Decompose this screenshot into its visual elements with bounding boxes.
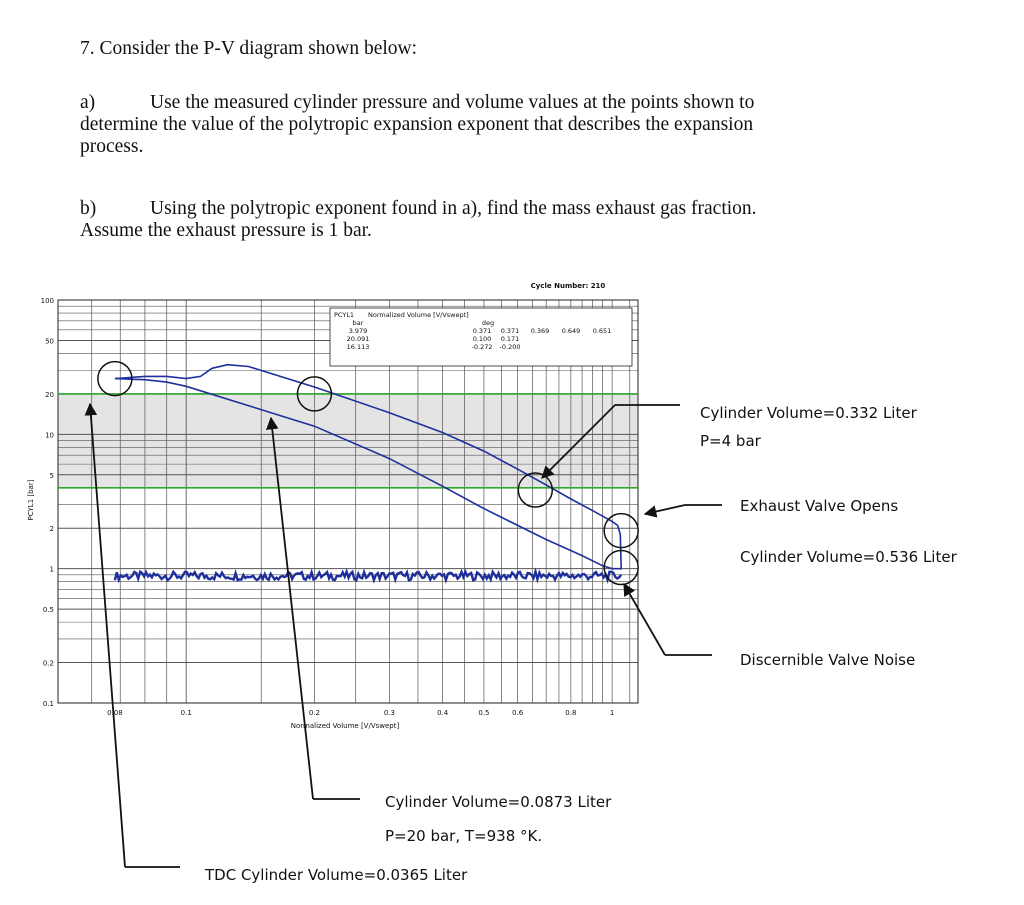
x-tick-label-8: 1 [609,709,615,717]
part-a-label: a) [80,92,96,113]
legend-cell-2-0: 16.113 [346,343,370,351]
legend-cell-2-1: -0.272 [471,343,493,351]
annotation-cyl-00873: Cylinder Volume=0.0873 Liter [385,793,612,811]
part-b-line1: Using the polytropic exponent found in a), find the mass exhaust gas fraction. [150,198,757,219]
legend-unit-2: deg [481,319,495,327]
y-tick-label-0: 0.1 [42,700,54,708]
y-tick-label-4: 2 [49,525,54,534]
legend-cell-0-5: 0.651 [592,327,612,335]
annotation-cyl-0536: Cylinder Volume=0.536 Liter [740,548,957,566]
x-tick-label-3: 0.3 [383,709,396,717]
legend-cell-0-1: 0.371 [472,327,492,335]
legend-cell-0-0: 3.979 [348,327,368,335]
x-tick-label-0: 0.08 [107,709,123,717]
y-tick-label-7: 20 [45,390,54,399]
legend-cell-2-2: -0.200 [499,343,521,351]
y-tick-label-8: 50 [45,337,54,346]
part-b [80,198,757,220]
x-tick-label-4: 0.4 [437,709,449,717]
annotation-tdc: TDC Cylinder Volume=0.0365 Liter [205,866,468,884]
annotation-valve-noise: Discernible Valve Noise [740,651,916,669]
annotation-exhaust-valve-opens: Exhaust Valve Opens [740,497,899,515]
part-b-label: b) [80,198,97,219]
part-b-line2: Assume the exhaust pressure is 1 bar. [80,220,372,241]
legend-cell-0-4: 0.649 [561,327,581,335]
part-a-line3: process. [80,136,144,157]
y-tick-label-5: 5 [49,471,54,480]
legend-cell-0-2: 0.371 [500,327,520,335]
chart-title: Cycle Number: 210 [530,282,606,290]
x-tick-label-5: 0.5 [478,709,490,717]
annotation-cyl-0332: Cylinder Volume=0.332 Liter [700,404,917,422]
y-tick-label-3: 1 [49,565,54,574]
y-tick-label-2: 0.5 [42,606,54,615]
part-a [80,92,754,114]
x-axis-label: Normalized Volume [V/Vswept] [290,722,400,730]
annotation-cyl-0332-pressure: P=4 bar [700,432,761,450]
leader-noise-arrow [624,584,665,655]
x-tick-label-2: 0.2 [308,709,321,717]
legend-header-1: PCYL1 [334,311,355,319]
annotation-cyl-00873-state: P=20 bar, T=938 °K. [385,827,543,845]
y-tick-label-6: 10 [45,431,54,440]
legend-cell-1-2: 0.171 [500,335,520,343]
part-a-line2: determine the value of the polytropic expansion exponent that describes the expansion [80,114,754,135]
x-tick-label-7: 0.8 [565,709,577,717]
series-noise [115,572,621,581]
legend-header-2: Normalized Volume [V/Vswept] [368,311,469,319]
x-tick-label-6: 0.6 [512,709,524,717]
y-tick-label-1: 0.2 [42,659,54,668]
question-title: 7. Consider the P-V diagram shown below: [80,38,418,59]
y-axis-label: PCYL1 [bar] [27,479,35,521]
part-a-line1: Use the measured cylinder pressure and volume values at the points shown to [150,92,755,113]
y-tick-label-9: 100 [40,297,54,305]
legend-cell-1-0: 20.091 [346,335,370,343]
legend-cell-1-1: 0.100 [472,335,492,343]
legend-unit-1: bar [352,319,364,327]
legend-cell-0-3: 0.369 [530,327,550,335]
leader-evo-arrow [645,505,685,514]
x-tick-label-1: 0.1 [180,709,192,717]
